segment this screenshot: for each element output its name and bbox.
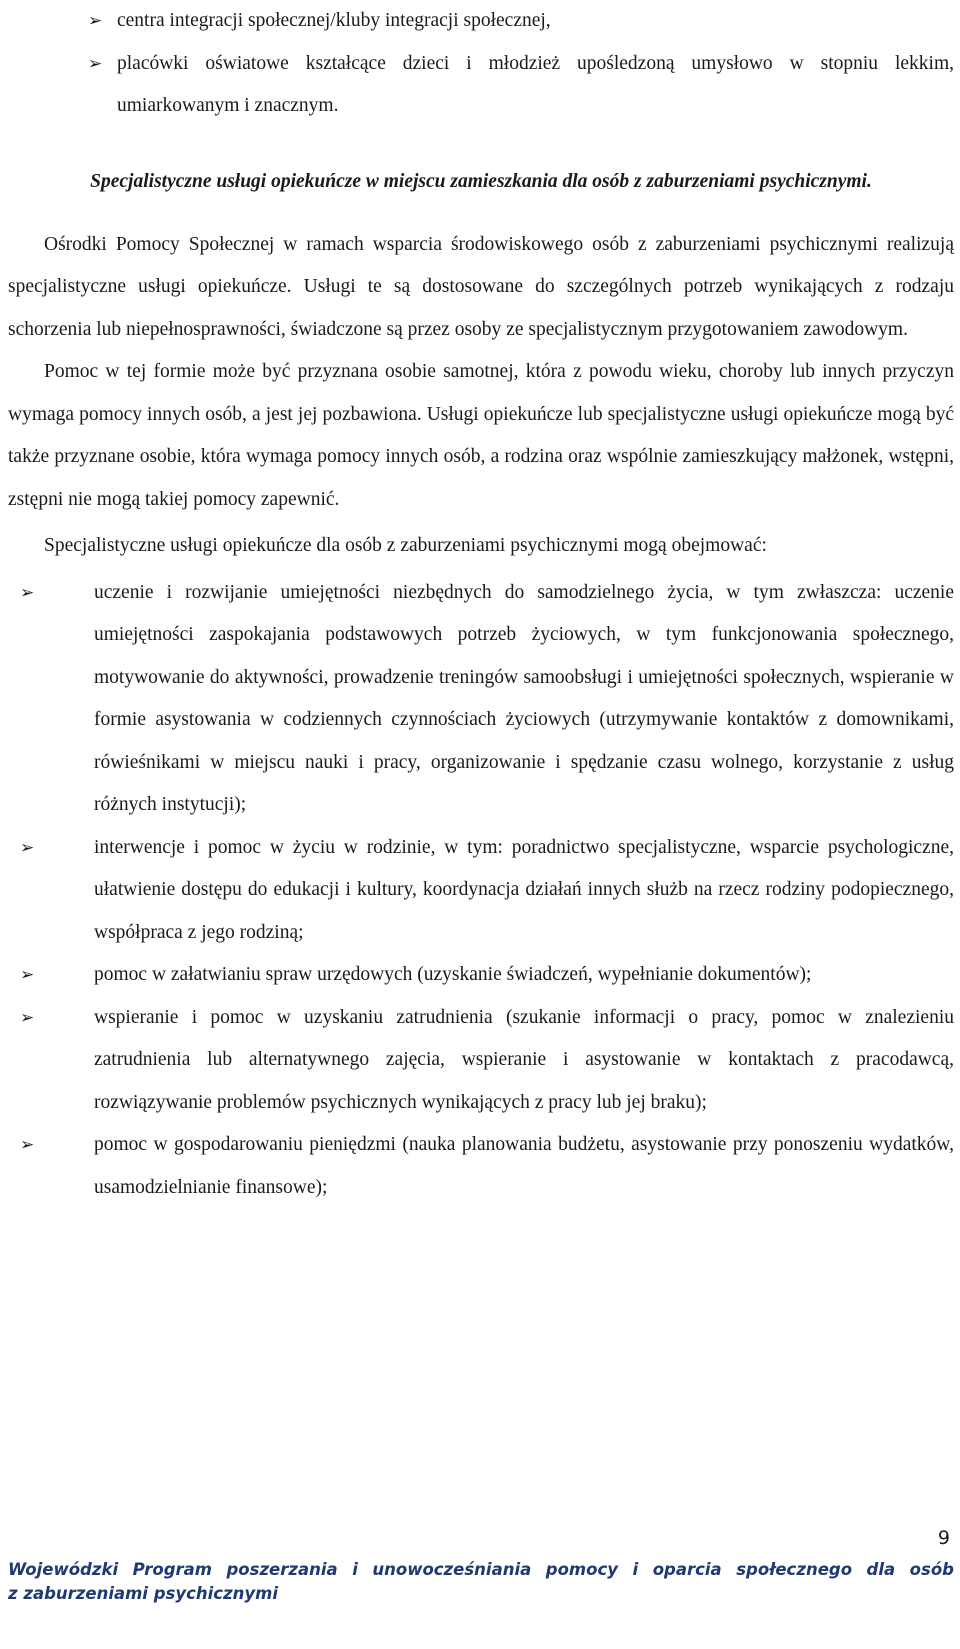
list-item-text: wspieranie i pomoc w uzyskaniu zatrudnienia (szukanie informacji o pracy, pomoc w znalezieniu zatrudnienia lub alternatywnego zajęcia, wspieranie i asystowanie w kontaktach z pracodawcą, rozwiązywanie problemów psychicznych wynikających z pracy lub jej braku); [94, 1006, 954, 1113]
list-item [8, 1124, 954, 1209]
arrow-bullet-icon: ➢ [20, 837, 35, 857]
list-item-text: pomoc w gospodarowaniu pieniędzmi (nauka planowania budżetu, asystowanie przy ponoszeniu wydatków, usamodzielnianie finansowe); [94, 1134, 954, 1198]
section-heading: Specjalistyczne usługi opiekuńcze w miejscu zamieszkania dla osób z zaburzeniami psychicznymi. [90, 170, 872, 192]
arrow-bullet-icon: ➢ [20, 1007, 35, 1027]
page-footer [8, 1558, 954, 1606]
arrow-bullet-icon: ➢ [20, 582, 35, 602]
footer-line: Wojewódzki Program poszerzania i unowocześniania pomocy i oparcia społecznego dla osób [8, 1560, 954, 1579]
list-item [8, 43, 954, 128]
facilities-list [8, 0, 954, 128]
page-number: 9 [937, 1527, 950, 1549]
arrow-bullet-icon: ➢ [88, 53, 103, 73]
paragraph: Ośrodki Pomocy Społecznej w ramach wsparcia środowiskowego osób z zaburzeniami psychicznymi realizują specjalistyczne usługi opiekuńcze. Usługi te są dostosowane do szczególnych potrzeb wynikających z rodzaju schorzenia lub niepełnosprawności, świadczone są przez osoby ze specjalistycznym przygotowaniem zawodowym. [8, 233, 954, 340]
list-item [8, 997, 954, 1125]
list-item-text: pomoc w załatwianiu spraw urzędowych (uzyskanie świadczeń, wypełnianie dokumentów); [94, 964, 812, 985]
list-item [8, 827, 954, 955]
arrow-bullet-icon: ➢ [88, 11, 103, 30]
list-item-text: uczenie i rozwijanie umiejętności niezbędnych do samodzielnego życia, w tym zwłaszcza: uczenie umiejętności zaspokajania podstawowych potrzeb życiowych, w tym funkcjonowania społecznego, motywowanie do aktywności, prowadzenie treningów samoobsługi i umiejętności społecznych, wspieranie w formie asystowania w codziennych czynnościach życiowych (utrzymywanie kontaktów z domownikami, rówieśnikami w miejscu nauki i pracy, organizowanie i spędzanie czasu wolnego, korzystanie z usług różnych instytucji); [94, 581, 954, 815]
list-item [8, 572, 954, 827]
list-item-text: centra integracji społecznej/kluby integracji społecznej, [117, 10, 551, 31]
paragraph: Specjalistyczne usługi opiekuńcze dla osób z zaburzeniami psychicznymi mogą obejmować: [44, 535, 767, 556]
footer-line: z zaburzeniami psychicznymi [8, 1584, 279, 1603]
paragraph: Pomoc w tej formie może być przyznana osobie samotnej, która z powodu wieku, choroby lub innych przyczyn wymaga pomocy innych osób, a jest jej pozbawiona. Usługi opiekuńcze lub specjalistyczne usługi opiekuńcze mogą być także przyznane osobie, która wymaga pomocy innych osób, a rodzina oraz wspólnie zamieszkujący małżonek, wstępni, zstępni nie mogą takiej pomocy zapewnić. [8, 361, 954, 510]
services-list [8, 572, 954, 1210]
arrow-bullet-icon: ➢ [20, 1135, 35, 1154]
arrow-bullet-icon: ➢ [20, 965, 35, 984]
document-body [8, 0, 954, 1209]
list-item [8, 954, 954, 997]
list-item [8, 0, 954, 43]
list-item-text: interwencje i pomoc w życiu w rodzinie, w tym: poradnictwo specjalistyczne, wsparcie psychologiczne, ułatwienie dostępu do edukacji i kultury, koordynacja działań innych służb na rzecz rodziny podopiecznego, współpraca z jego rodziną; [94, 836, 954, 943]
list-item-text: placówki oświatowe kształcące dzieci i młodzież upośledzoną umysłowo w stopniu lekkim, umiarkowanym i znacznym. [117, 52, 954, 116]
